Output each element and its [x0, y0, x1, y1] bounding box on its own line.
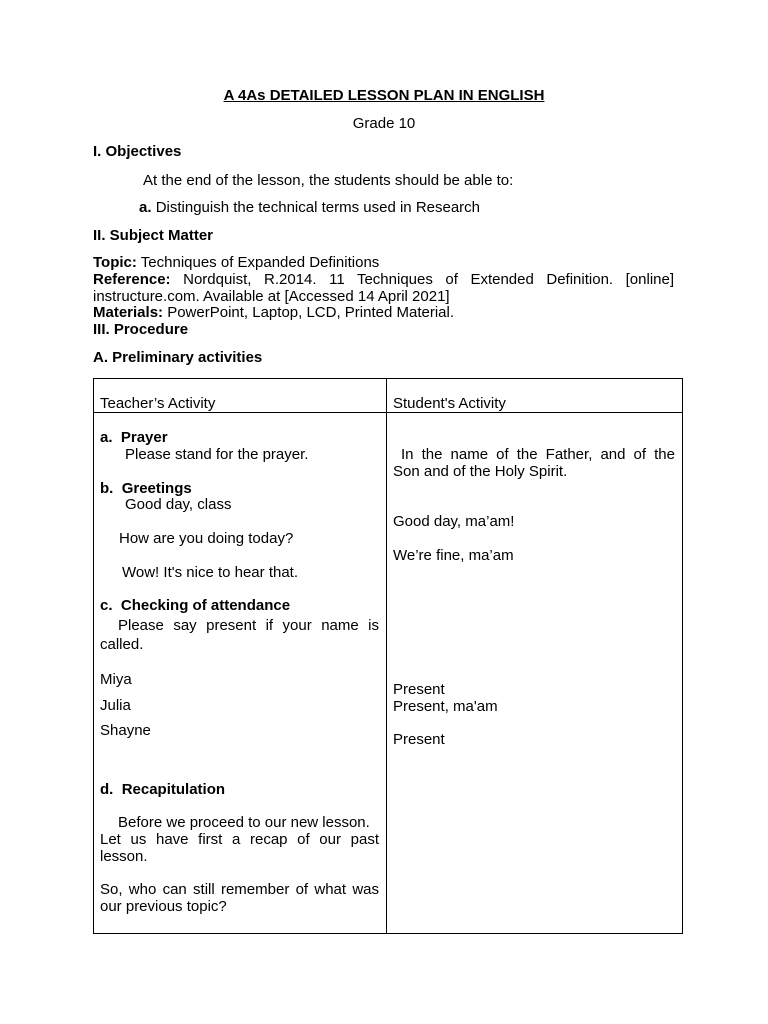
student-greeting-reply: Good day, ma’am! [393, 513, 515, 530]
student-prayer-line-1: In the name of the Father, and of the [401, 446, 675, 463]
student-name-2: Julia [100, 697, 131, 714]
student-header-cell [387, 379, 683, 413]
preliminary-activities-heading: A. Preliminary activities [93, 349, 263, 366]
prayer-text: Please stand for the prayer. [125, 446, 309, 463]
attendance-letter: c. [100, 597, 113, 614]
attendance-title: Checking of attendance [120, 597, 291, 614]
teacher-activity-cell [94, 413, 387, 934]
table-body-row [94, 413, 683, 934]
recap-line-1: Before we proceed to our new lesson. [118, 814, 370, 831]
student-present-3: Present [393, 731, 445, 748]
topic-value: Techniques of Expanded Definitions [140, 254, 380, 271]
objective-item-text: Distinguish the technical terms used in Research [155, 199, 481, 216]
document-title: A 4As DETAILED LESSON PLAN IN ENGLISH [223, 87, 545, 104]
recap-letter: d. [100, 781, 114, 798]
how-are-you-text: How are you doing today? [119, 530, 294, 547]
objectives-heading: I. Objectives [93, 143, 182, 160]
student-prayer-line-2: Son and of the Holy Spirit. [393, 463, 568, 480]
reference-line-2: instructure.com. Available at [Accessed 14 April 2021] [93, 288, 450, 305]
materials-label: Materials: [93, 304, 164, 321]
recap-title: Recapitulation [121, 781, 226, 798]
materials-value: PowerPoint, Laptop, LCD, Printed Material. [167, 304, 455, 321]
student-present-1: Present [393, 681, 445, 698]
recap-line-2: Let us have first a recap of our past [100, 831, 379, 848]
objective-item-letter: a. [139, 199, 152, 216]
greetings-heading [100, 480, 192, 497]
student-fine-reply: We’re fine, ma’am [393, 547, 514, 564]
question-line-2: our previous topic? [100, 898, 227, 915]
recap-heading [100, 781, 225, 798]
reference-label: Reference: [93, 271, 171, 288]
student-name-1: Miya [100, 671, 132, 688]
grade-level: Grade 10 [352, 115, 416, 132]
procedure-heading: III. Procedure [93, 321, 189, 338]
attendance-heading [100, 597, 290, 614]
prayer-heading [100, 429, 168, 446]
student-present-2: Present, ma'am [393, 698, 498, 715]
question-line-1: So, who can still remember of what was [100, 881, 379, 898]
subject-matter-heading: II. Subject Matter [93, 227, 214, 244]
topic-label: Topic: [93, 254, 137, 271]
prayer-letter: a. [100, 429, 113, 446]
student-activity-cell [387, 413, 683, 934]
greetings-text: Good day, class [125, 496, 232, 513]
reference-line-1 [93, 271, 674, 288]
recap-line-3: lesson. [100, 848, 148, 865]
objectives-intro: At the end of the lesson, the students should be able to: [143, 172, 514, 189]
materials-line [93, 304, 454, 321]
student-name-3: Shayne [100, 722, 151, 739]
topic-line [93, 254, 379, 271]
objective-item [139, 199, 480, 216]
attendance-line-2: called. [100, 636, 144, 653]
prayer-title: Prayer [120, 429, 168, 446]
nice-text: Wow! It's nice to hear that. [122, 564, 299, 581]
student-header: Student's Activity [393, 395, 506, 412]
teacher-header: Teacher’s Activity [100, 395, 216, 412]
teacher-header-cell [94, 379, 387, 413]
table-header-row [94, 379, 683, 413]
reference-value-1: Nordquist, R.2014. 11 Techniques of Extended Definition. [online] [183, 271, 674, 288]
attendance-line-1: Please say present if your name is [118, 617, 379, 634]
greetings-title: Greetings [121, 480, 192, 497]
greetings-letter: b. [100, 480, 114, 497]
activities-table [93, 378, 683, 934]
